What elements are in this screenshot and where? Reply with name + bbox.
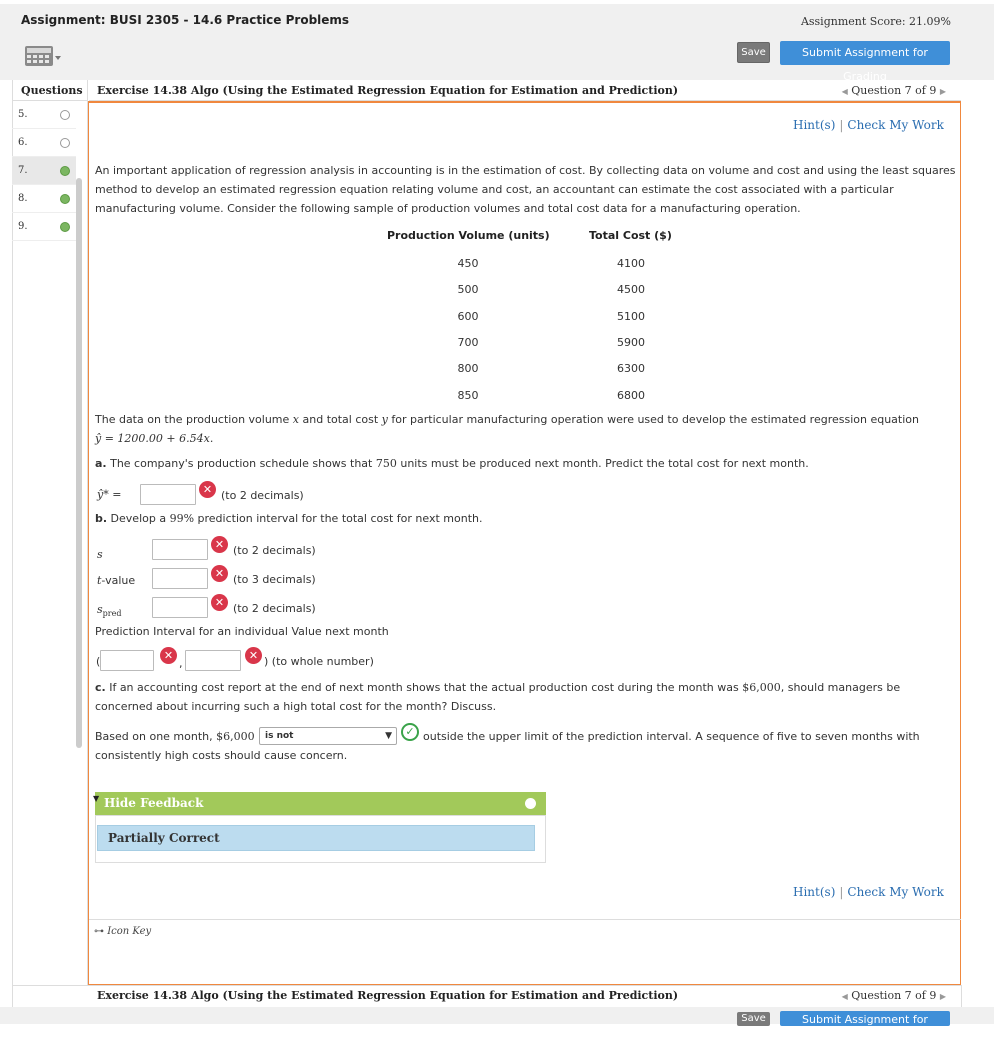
hide-feedback-toggle[interactable]: Hide Feedback [95,792,546,815]
exercise-title-bottom: Exercise 14.38 Algo (Using the Estimated Regression Equation for Estimation and Prediction) [97,989,679,1002]
question-navigator-bottom[interactable] [842,989,946,1002]
table-cell: 800 [457,362,479,375]
save-button[interactable]: Save [737,42,770,63]
partial-complete-icon [60,194,70,204]
questions-heading: Questions [12,80,88,101]
t-value-input[interactable] [152,568,208,589]
table-cell: 5900 [617,336,645,349]
prediction-interval-label: Prediction Interval for an individual Value next month [95,625,389,638]
data-description: The data on the production volume x and total cost y for particular manufacturing operation were used to develop the estimated regression equation [95,413,919,426]
table-cell: 700 [457,336,479,349]
question-item-9[interactable] [12,213,76,241]
hint-link[interactable]: Hint(s) [793,885,836,899]
question-number: 5. [18,109,28,120]
interval-comma: , [179,657,183,670]
table-cell: 4500 [617,283,645,296]
question-number: 7. [18,165,28,176]
next-arrow-icon[interactable]: ▶ [939,87,946,96]
question-position: Question 7 of 9 [851,84,937,97]
s-label: s [97,548,103,561]
partial-complete-icon [60,222,70,232]
hint-link[interactable]: Hint(s) [793,118,836,132]
spred-label: $s_{pred}$ [97,603,122,619]
question-number: 9. [18,221,28,232]
t-value-label: t-value [97,574,136,587]
incorrect-icon: ✕ [211,594,228,611]
assignment-title: Assignment: BUSI 2305 - 14.6 Practice Problems [21,13,350,27]
sidebar-scrollbar[interactable] [76,178,82,748]
prev-arrow-icon[interactable]: ◀ [841,87,848,96]
incorrect-icon: ✕ [199,481,216,498]
part-c-question-line2: concerned about incurring such a high total cost for the month? Discuss. [95,700,497,713]
conclusion-select[interactable]: is not ▼ [259,727,397,745]
part-c-answer-line2: consistently high costs should cause concern. [95,749,348,762]
yhat-label: ŷ* = [97,488,122,501]
partial-complete-icon [60,166,70,176]
s-precision: (to 2 decimals) [233,544,316,557]
spred-precision: (to 2 decimals) [233,602,316,615]
part-c-answer-post: outside the upper limit of the prediction interval. A sequence of five to seven months with [423,730,920,743]
table-cell: 850 [457,389,479,402]
hint-check-links: Hint(s) | Check My Work [793,118,944,132]
regression-equation: ŷ = 1200.00 + 6.54x. [95,432,214,445]
chevron-down-icon: ▼ [385,731,392,741]
spred-input[interactable] [152,597,208,618]
s-input[interactable] [152,539,208,560]
table-header-volume: Production Volume (units) [387,229,550,242]
next-arrow-icon[interactable]: ▶ [939,992,946,1001]
table-cell: 4100 [617,257,645,270]
correct-icon: ✓ [401,723,419,741]
interval-upper-input[interactable] [185,650,241,671]
assignment-score: Assignment Score: 21.09% [800,15,951,28]
t-value-precision: (to 3 decimals) [233,573,316,586]
feedback-status-icon [525,798,536,809]
question-navigator[interactable] [842,84,946,97]
table-cell: 6800 [617,389,645,402]
interval-lower-input[interactable] [100,650,154,671]
table-cell: 500 [457,283,479,296]
question-item-7[interactable] [12,157,76,185]
question-number: 6. [18,137,28,148]
table-cell: 6300 [617,362,645,375]
check-my-work-link[interactable]: Check My Work [847,885,944,899]
hint-check-links-bottom: Hint(s) | Check My Work [793,885,944,899]
feedback-result: Partially Correct [97,825,535,851]
key-icon: ⊶ [94,926,104,937]
yhat-input[interactable] [140,484,196,505]
divider [89,919,961,920]
submit-assignment-button-bottom[interactable]: Submit Assignment for Grading [780,1011,950,1026]
part-c-answer-pre: Based on one month, $6,000 [95,730,255,743]
exercise-title: Exercise 14.38 Algo (Using the Estimated Regression Equation for Estimation and Prediction) [97,84,679,97]
part-b-question: b. Develop a 99% prediction interval for the total cost for next month. [95,512,483,525]
part-c-question: c. If an accounting cost report at the end of next month shows that the actual production cost during the month was $6,000, should managers be [95,681,901,694]
collapse-triangle-icon: ▼ [93,794,100,803]
question-item-6[interactable] [12,129,76,157]
not-started-icon [60,110,70,120]
incorrect-icon: ✕ [160,647,177,664]
part-a-question: a. The company's production schedule shows that 750 units must be produced next month. Predict the total cost for next month. [95,457,809,470]
table-cell: 450 [457,257,479,270]
yhat-precision: (to 2 decimals) [221,489,304,502]
incorrect-icon: ✕ [245,647,262,664]
question-item-8[interactable] [12,185,76,213]
intro-line-3: manufacturing volume. Consider the following sample of production volumes and total cost data for a manufacturing operation. [95,202,801,215]
incorrect-icon: ✕ [211,565,228,582]
table-cell: 5100 [617,310,645,323]
table-cell: 600 [457,310,479,323]
incorrect-icon: ✕ [211,536,228,553]
question-number: 8. [18,193,28,204]
table-header-cost: Total Cost ($) [589,229,672,242]
check-my-work-link[interactable]: Check My Work [847,118,944,132]
interval-precision: ) (to whole number) [264,655,374,668]
question-position: Question 7 of 9 [851,989,937,1002]
icon-key[interactable]: ⊶ Icon Key [94,926,152,937]
calculator-icon[interactable] [24,44,64,70]
submit-assignment-button[interactable]: Submit Assignment for Grading [780,41,950,65]
interval-open-paren: ( [96,655,101,668]
intro-line-1: An important application of regression analysis in accounting is in the estimation of cost. By collecting data on volume and cost and using the least squares [95,164,956,177]
not-started-icon [60,138,70,148]
save-button-bottom[interactable]: Save [737,1012,770,1026]
prev-arrow-icon[interactable]: ◀ [841,992,848,1001]
question-item-5[interactable] [12,101,76,129]
intro-line-2: method to develop an estimated regression equation relating volume and cost, an accountant can estimate the cost associated with a particular [95,183,894,196]
